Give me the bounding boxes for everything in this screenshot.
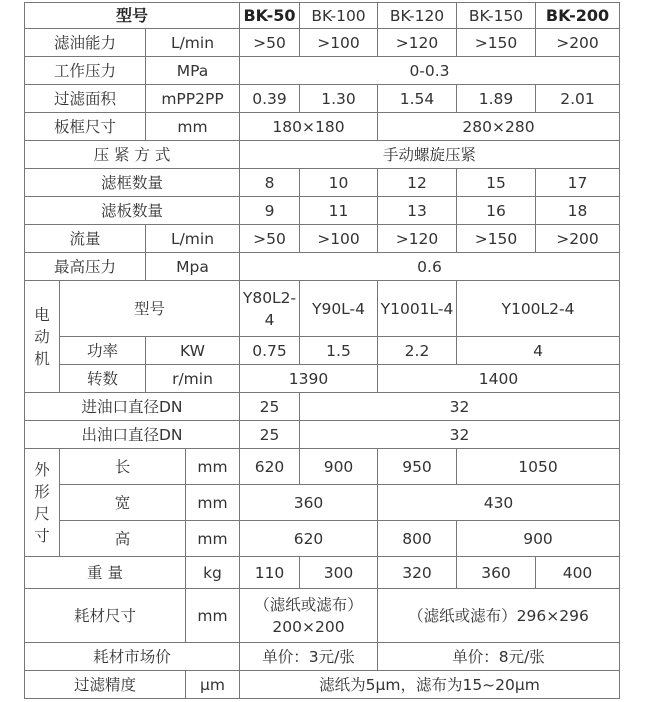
flow-unit: L/min — [146, 225, 240, 253]
outlet-value: 25 — [240, 421, 300, 449]
dimensions-width-unit: mm — [186, 485, 240, 521]
frame-count-value: 8 — [240, 169, 300, 197]
dimensions-width-value: 430 — [378, 485, 620, 521]
filter-capacity-label: 滤油能力 — [24, 29, 146, 57]
precision-unit: μm — [186, 671, 240, 699]
consumable-size-label: 耗材尺寸 — [24, 589, 186, 643]
work-pressure-label: 工作压力 — [24, 57, 146, 85]
motor-power-value: 4 — [457, 337, 620, 365]
filter-capacity-value: >50 — [240, 29, 300, 57]
motor-label-char: 动 — [34, 327, 50, 346]
header-bk-50: BK-50 — [240, 2, 300, 29]
motor-model-label: 型号 — [60, 281, 240, 337]
header-bk-200: BK-200 — [536, 2, 620, 29]
filter-capacity-value: >200 — [536, 29, 620, 57]
filter-area-label: 过滤面积 — [24, 85, 146, 113]
dimensions-length-value: 900 — [300, 449, 378, 485]
dimensions-label-char: 尺 — [34, 504, 50, 523]
plate-frame-size-value: 280×280 — [378, 113, 620, 141]
outlet-value: 32 — [300, 421, 620, 449]
motor-power-label: 功率 — [60, 337, 146, 365]
plate-frame-size-label: 板框尺寸 — [24, 113, 146, 141]
plate-count-value: 11 — [300, 197, 378, 225]
motor-model-value: Y1001L-4 — [378, 281, 457, 337]
flow-value: >100 — [300, 225, 378, 253]
consumable-size-value: （滤纸或滤布）296×296 — [378, 589, 620, 643]
filter-area-value: 2.01 — [536, 85, 620, 113]
dimensions-height-label: 高 — [60, 521, 186, 557]
filter-capacity-value: >100 — [300, 29, 378, 57]
dimensions-width-value: 360 — [240, 485, 378, 521]
spec-table — [24, 2, 620, 699]
motor-power-value: 1.5 — [300, 337, 378, 365]
header-bk-120: BK-120 — [378, 2, 457, 29]
dimensions-height-value: 620 — [240, 521, 378, 557]
dimensions-width-label: 宽 — [60, 485, 186, 521]
filter-area-value: 0.39 — [240, 85, 300, 113]
flow-label: 流量 — [24, 225, 146, 253]
consumable-price-label: 耗材市场价 — [24, 643, 240, 671]
weight-label: 重 量 — [24, 557, 186, 589]
flow-value: >150 — [457, 225, 536, 253]
weight-unit: kg — [186, 557, 240, 589]
motor-label — [24, 281, 60, 393]
max-pressure-unit: Mpa — [146, 253, 240, 281]
motor-model-value: Y100L2-4 — [457, 281, 620, 337]
plate-frame-size-unit: mm — [146, 113, 240, 141]
filter-area-unit: mPP2PP — [146, 85, 240, 113]
work-pressure-value: 0-0.3 — [240, 57, 620, 85]
motor-power-unit: KW — [146, 337, 240, 365]
plate-count-value: 13 — [378, 197, 457, 225]
flow-value: >50 — [240, 225, 300, 253]
frame-count-label: 滤框数量 — [24, 169, 240, 197]
filter-area-value: 1.30 — [300, 85, 378, 113]
consumable-price-value: 单价：3元/张 — [240, 643, 378, 671]
filter-area-value: 1.89 — [457, 85, 536, 113]
max-pressure-value: 0.6 — [240, 253, 620, 281]
filter-capacity-value: >150 — [457, 29, 536, 57]
press-method-value: 手动螺旋压紧 — [240, 141, 620, 169]
consumable-size-value: （滤纸或滤布）200×200 — [240, 589, 378, 643]
dimensions-label — [24, 449, 60, 557]
motor-speed-value: 1390 — [240, 365, 378, 393]
motor-model-value: Y80L2-4 — [240, 281, 300, 337]
motor-label-char: 电 — [34, 305, 50, 324]
filter-area-value: 1.54 — [378, 85, 457, 113]
dimensions-label-char: 寸 — [34, 526, 50, 545]
motor-speed-label: 转数 — [60, 365, 146, 393]
consumable-size-unit: mm — [186, 589, 240, 643]
max-pressure-label: 最高压力 — [24, 253, 146, 281]
header-model: 型号 — [24, 2, 240, 29]
dimensions-length-value: 1050 — [457, 449, 620, 485]
motor-speed-unit: r/min — [146, 365, 240, 393]
frame-count-value: 17 — [536, 169, 620, 197]
filter-capacity-unit: L/min — [146, 29, 240, 57]
inlet-label: 进油口直径DN — [24, 393, 240, 421]
motor-power-value: 2.2 — [378, 337, 457, 365]
consumable-price-value: 单价：8元/张 — [378, 643, 620, 671]
flow-value: >120 — [378, 225, 457, 253]
dimensions-height-value: 800 — [378, 521, 457, 557]
frame-count-value: 15 — [457, 169, 536, 197]
dimensions-label-char: 形 — [34, 482, 50, 501]
motor-power-value: 0.75 — [240, 337, 300, 365]
dimensions-length-value: 950 — [378, 449, 457, 485]
frame-count-value: 10 — [300, 169, 378, 197]
dimensions-length-label: 长 — [60, 449, 186, 485]
dimensions-length-unit: mm — [186, 449, 240, 485]
plate-count-label: 滤板数量 — [24, 197, 240, 225]
work-pressure-unit: MPa — [146, 57, 240, 85]
frame-count-value: 12 — [378, 169, 457, 197]
flow-value: >200 — [536, 225, 620, 253]
weight-value: 320 — [378, 557, 457, 589]
dimensions-length-value: 620 — [240, 449, 300, 485]
header-bk-100: BK-100 — [300, 2, 378, 29]
plate-count-value: 18 — [536, 197, 620, 225]
dimensions-height-value: 900 — [457, 521, 620, 557]
press-method-label: 压 紧 方 式 — [24, 141, 240, 169]
inlet-value: 25 — [240, 393, 300, 421]
plate-count-value: 9 — [240, 197, 300, 225]
outlet-label: 出油口直径DN — [24, 421, 240, 449]
inlet-value: 32 — [300, 393, 620, 421]
motor-model-value: Y90L-4 — [300, 281, 378, 337]
motor-label-char: 机 — [34, 349, 50, 368]
weight-value: 300 — [300, 557, 378, 589]
weight-value: 110 — [240, 557, 300, 589]
precision-value: 滤纸为5μm，滤布为15~20μm — [240, 671, 620, 699]
filter-capacity-value: >120 — [378, 29, 457, 57]
weight-value: 360 — [457, 557, 536, 589]
header-bk-150: BK-150 — [457, 2, 536, 29]
dimensions-label-char: 外 — [34, 460, 50, 479]
precision-label: 过滤精度 — [24, 671, 186, 699]
plate-count-value: 16 — [457, 197, 536, 225]
dimensions-height-unit: mm — [186, 521, 240, 557]
motor-speed-value: 1400 — [378, 365, 620, 393]
weight-value: 400 — [536, 557, 620, 589]
plate-frame-size-value: 180×180 — [240, 113, 378, 141]
